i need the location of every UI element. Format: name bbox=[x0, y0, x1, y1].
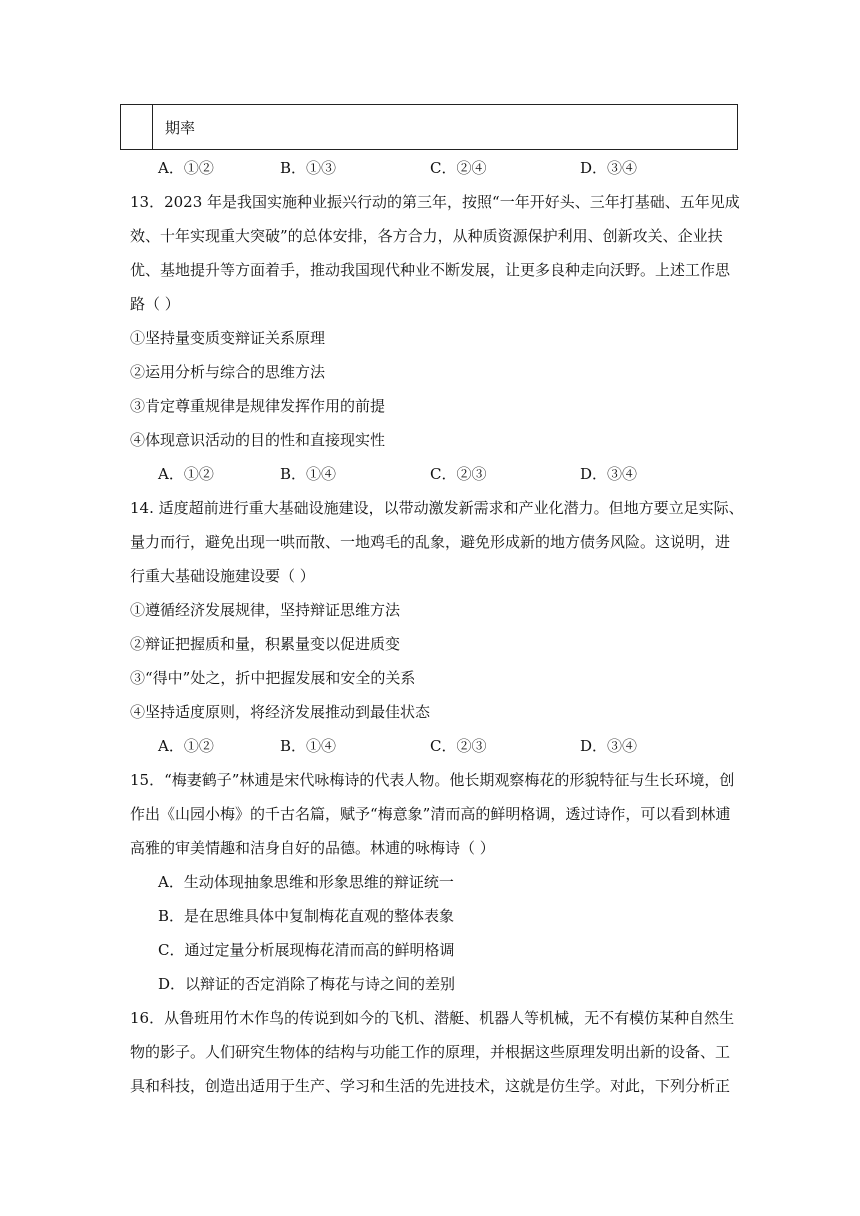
q14-stem-line: 行重大基础设施建设要（ ） bbox=[130, 567, 315, 585]
q15-choice-b: B．是在思维具体中复制梅花直观的整体表象 bbox=[158, 907, 455, 925]
q14-item: ①遵循经济发展规律，坚持辩证思维方法 bbox=[130, 601, 401, 619]
q14-item: ③“得中”处之，折中把握发展和安全的关系 bbox=[130, 669, 416, 687]
q13-stem-line: 路（ ） bbox=[130, 295, 180, 313]
q12-option-d: D．③④ bbox=[580, 159, 638, 177]
q14-option-b: B．①④ bbox=[280, 737, 337, 755]
q13-stem-line: 效、十年实现重大突破”的总体安排，各方合力，从种质资源保护利用、创新攻关、企业扶 bbox=[130, 227, 723, 245]
q14-item: ④坚持适度原则，将经济发展推动到最佳状态 bbox=[130, 703, 431, 721]
q13-option-b: B．①④ bbox=[280, 465, 337, 483]
q14-option-d: D．③④ bbox=[580, 737, 638, 755]
q13-option-a: A．①② bbox=[158, 465, 214, 483]
q13-stem-line: 优、基地提升等方面着手，推动我国现代种业不断发展，让更多良种走向沃野。上述工作思 bbox=[130, 261, 731, 279]
q15-choice-d: D．以辩证的否定消除了梅花与诗之间的差别 bbox=[158, 975, 456, 993]
table-divider bbox=[152, 105, 153, 149]
q16-stem-line: 具和科技，创造出适用于生产、学习和生活的先进技术，这就是仿生学。对此，下列分析正 bbox=[130, 1077, 731, 1095]
q13-item: ③肯定尊重规律是规律发挥作用的前提 bbox=[130, 397, 386, 415]
q12-option-a: A．①② bbox=[158, 159, 214, 177]
q13-item: ②运用分析与综合的思维方法 bbox=[130, 363, 326, 381]
q12-option-c: C．②④ bbox=[430, 159, 487, 177]
q12-option-b: B．①③ bbox=[280, 159, 337, 177]
q13-option-c: C．②③ bbox=[430, 465, 487, 483]
q14-item: ②辩证把握质和量，积累量变以促进质变 bbox=[130, 635, 401, 653]
q15-stem-line: 高雅的审美情趣和洁身自好的品德。林逋的咏梅诗（ ） bbox=[130, 839, 495, 857]
q14-stem-line: 14. 适度超前进行重大基础设施建设，以带动激发新需求和产业化潜力。但地方要立足实际、 bbox=[130, 499, 744, 517]
q14-option-a: A．①② bbox=[158, 737, 214, 755]
q15-choice-c: C．通过定量分析展现梅花清而高的鲜明格调 bbox=[158, 941, 455, 959]
q15-stem-line: 作出《山园小梅》的千古名篇，赋予“梅意象”清而高的鲜明格调，透过诗作，可以看到林逋 bbox=[130, 805, 731, 823]
q13-option-d: D．③④ bbox=[580, 465, 638, 483]
q13-item: ④体现意识活动的目的性和直接现实性 bbox=[130, 431, 386, 449]
table-fragment bbox=[120, 104, 738, 150]
q16-stem-line: 16．从鲁班用竹木作鸟的传说到如今的飞机、潜艇、机器人等机械，无不有模仿某种自然生 bbox=[130, 1009, 735, 1027]
q13-item: ①坚持量变质变辩证关系原理 bbox=[130, 329, 326, 347]
table-cell-text: 期率 bbox=[165, 119, 196, 137]
q15-stem-line: 15．“梅妻鹤子”林逋是宋代咏梅诗的代表人物。他长期观察梅花的形貌特征与生长环境，创 bbox=[130, 771, 735, 789]
q16-stem-line: 物的影子。人们研究生物体的结构与功能工作的原理，并根据这些原理发明出新的设备、工 bbox=[130, 1043, 731, 1061]
q13-stem-line: 13．2023 年是我国实施种业振兴行动的第三年，按照“一年开好头、三年打基础、五年见成 bbox=[130, 193, 740, 211]
q15-choice-a: A．生动体现抽象思维和形象思维的辩证统一 bbox=[158, 873, 454, 891]
q14-option-c: C．②③ bbox=[430, 737, 487, 755]
q14-stem-line: 量力而行，避免出现一哄而散、一地鸡毛的乱象，避免形成新的地方债务风险。这说明，进 bbox=[130, 533, 731, 551]
